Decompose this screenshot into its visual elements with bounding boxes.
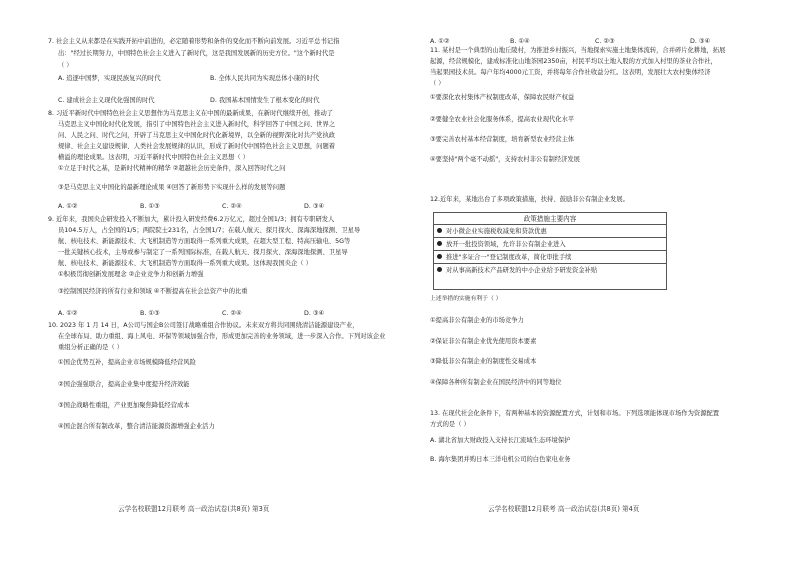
q7-option-b[interactable]: B. 全体人民共同为实现总体小康的时代 xyxy=(210,75,320,82)
policy-row-text: 推进"多证合一"登记制度改革，简化审批手续 xyxy=(446,254,572,261)
q9-statement-row-1: ①积极贯彻创新发展理念 ②企业竞争力和创新力增强 xyxy=(58,271,204,278)
q10-statement-1: ①国企优势互补，提高企业市场规模降低经营风险 xyxy=(58,359,196,366)
policy-row-text: 对从事高新技术产品研发的中小企业给予研发资金补贴 xyxy=(446,267,598,274)
q9-choice-c[interactable]: C. ②④ xyxy=(222,310,242,317)
bullet-dot-icon xyxy=(437,228,442,233)
page-footer: 云学名校联盟12月联考 高一政治试卷(共8页) 第4页 xyxy=(488,505,640,513)
q9-stem-line-2: 员104.5万人，占全国的1/5；两院院士231名，占全国1/7；在载人航天、探月探火、深海深地探测、卫星导 xyxy=(58,227,361,234)
q7-option-c[interactable]: C. 建成社会主义现代化强国的时代 xyxy=(58,97,155,104)
q8-stem-line-1: 8. 习近平新时代中国特色社会主义思想作为马克思主义在中国的最新成果，在新时代继续开创，推动了 xyxy=(48,110,334,117)
q12-statement-2: ②保证非公有制企业优先使用资本要素 xyxy=(430,338,537,345)
policy-row-4 xyxy=(434,264,666,277)
q12-statement-1: ①提高非公有制企业的市场竞争力 xyxy=(430,317,524,324)
policy-row-2 xyxy=(434,238,666,251)
q9-stem-line-5: 航、核电技术、新能源技术、大飞机制造等方面取得一系列重大成果。这体现我国央企（ ） xyxy=(58,260,312,267)
policy-row-text: 放开一批投资领域，允许非公有制企业进入 xyxy=(446,241,566,248)
q10-statement-3: ③国企战略性重组，产业更加聚焦降低经营成本 xyxy=(58,402,190,409)
q13-option-a[interactable]: A. 湖北省加大财政投入支持长江流域生态环境保护 xyxy=(430,437,571,444)
q8-stem-line-4: 规律、社会主义建设规律、人类社会发展规律的认识，形成了新时代中国特色社会主义思想，问题着 xyxy=(58,143,336,150)
q11-statement-3: ③要完善农村基本经营制度，培育新型农业经营主体 xyxy=(430,136,575,143)
q8-choice-c[interactable]: C. ②④ xyxy=(222,203,242,210)
q8-stem-line-5: 横溢的理论成果。这表明，习近平新时代中国特色社会主义思想（ ） xyxy=(58,154,249,161)
q8-choice-a[interactable]: A. ①② xyxy=(58,203,78,210)
policy-row-3 xyxy=(434,251,666,264)
q9-choice-b[interactable]: B. ①③ xyxy=(140,310,160,317)
q13-stem-line-2: 方式的是（ ） xyxy=(430,421,470,428)
q10-stem-line-1: 10. 2023 年 1 月 14 日，A公司与国企B公司签订战略重组合作协议。未来双方将共同围绕清洁能源建设产业， xyxy=(48,322,359,329)
q11-statement-4: ④要坚持"两个毫不动摇"，支持农村非公有制经济发展 xyxy=(430,156,580,163)
q11-stem-line-1: 11. 某村是一个典型的山地丘陵村，为推进乡村振兴，当地探索实施土地集体流转，合并碎片化耕地，拓展 xyxy=(430,47,726,54)
policy-row-1 xyxy=(434,225,666,238)
q11-stem-line-3: 当起果园技术员。每户年均4000元工资，并将每年合作社收益分红。这表明，发展壮大农村集体经济 xyxy=(430,69,711,76)
q8-statement-row-2: ③是马克思主义中国化的最新理论成果 ④回答了新形势下实现什么样的发展等问题 xyxy=(58,184,286,191)
q12-stem: 12.近年来，某地出台了多项政策措施，扶持、鼓励非公有制企业发展。 xyxy=(430,196,629,203)
page-footer: 云学名校联盟12月联考 高一政治试卷(共8页) 第3页 xyxy=(118,505,270,513)
q10-stem-line-3: 重组分析正确的是（ ） xyxy=(58,344,123,351)
q7-stem-line-1: 7. 社会主义从来都是在实践开拓中前进的，必定随着形势和条件的变化而不断向前发展。习近平总书记指 xyxy=(48,38,340,45)
q12-prompt: 上述举措的实施有利于（ ） xyxy=(430,296,502,302)
q11-stem-line-4: （ ） xyxy=(430,80,445,87)
q13-option-b[interactable]: B. 海尔集团并购日本三洋电机公司的白色家电业务 xyxy=(430,456,571,463)
q9-choice-a[interactable]: A. ①② xyxy=(58,310,78,317)
bullet-dot-icon xyxy=(437,254,442,259)
q11-statement-2: ②要健全农业社会化服务体系，提高农业现代化水平 xyxy=(430,116,575,123)
q10-statement-2: ②国企强强联合，提高企业集中度提升经济效能 xyxy=(58,381,190,388)
q10-choice-c[interactable]: C. ②③ xyxy=(595,38,615,45)
q12-statement-4: ④保障各种所有制企业在国民经济中的同等地位 xyxy=(430,379,562,386)
q11-statement-1: ①要深化农村集体产权制度改革，保障农民财产权益 xyxy=(430,94,575,101)
bullet-dot-icon xyxy=(437,267,442,272)
policy-row-text: 对小微企业实施税收减免和贷款优惠 xyxy=(446,228,547,235)
q10-stem-line-2: 在全球布局、助力重组、海上风电、环保等领域加强合作，形成更加完善的业务领域，进一步深入合作。下列对该企业 xyxy=(58,333,386,340)
policy-table-title: 政策措施主要内容 xyxy=(434,213,666,225)
policy-measures-table xyxy=(433,212,667,290)
q8-statement-row-1: ①立足于时代之基，是新时代精神的精华 ②超越社会历史条件，深入回答时代之问 xyxy=(58,165,286,172)
q8-stem-line-2: 马克思主义中国化时代化发展，指引了中国特色社会主义进入新时代，科学回答了中国之问、世界之 xyxy=(58,121,336,128)
q7-option-d[interactable]: D. 我国基本国情发生了根本变化的时代 xyxy=(210,97,320,104)
q7-option-a[interactable]: A. 追逐中国梦，实现民族复兴的时代 xyxy=(58,75,161,82)
q12-statement-3: ③降低非公有制企业的制度性交易成本 xyxy=(430,358,537,365)
q9-choice-d[interactable]: D. ③④ xyxy=(304,310,325,317)
q10-choice-b[interactable]: B. ①④ xyxy=(510,38,530,45)
q8-choice-b[interactable]: B. ①③ xyxy=(140,203,160,210)
q9-stem-line-4: 一批关键核心技术，主导或参与制定了一系列国际标准，在载人航天、探月探火、深海深地探测、卫星导 xyxy=(58,249,348,256)
q11-stem-line-2: 起源，经营规模化，建成标准化山地茶园2350亩，村民平均以土地入股的方式加入村里的茶业合作社， xyxy=(430,58,717,65)
q7-stem-line-3: （ ） xyxy=(58,62,73,69)
q8-choice-d[interactable]: D. ③④ xyxy=(304,203,325,210)
exam-page-4 xyxy=(400,0,794,561)
q10-statement-4: ④国企混合所有制改革，整合清洁能源资源增强企业活力 xyxy=(58,423,215,430)
q7-stem-line-2: 出："经过长期努力，中国特色社会主义进入了新时代，这是我国发展新的历史方位。"这个新时代是 xyxy=(58,50,335,57)
q10-choice-a[interactable]: A. ①② xyxy=(430,38,450,45)
q9-statement-row-2: ③控制国民经济的所有行业和领域 ④不断提高在社会总资产中的比重 xyxy=(58,288,248,295)
q13-stem-line-1: 13. 在现代社会化条件下，有两种基本的资源配置方式，计划和市场。下列选项能体现市场作为资源配置 xyxy=(430,410,720,417)
q9-stem-line-3: 航、核电技术、新能源技术、大飞机制造等方面取得一系列重大成果，在超大型工程、特高压输电、5G等 xyxy=(58,238,351,245)
bullet-dot-icon xyxy=(437,241,442,246)
q9-stem-line-1: 9. 近年来，我国央企研发投入不断加大，累计投入研发经费6.2万亿元，超过全国1/3；拥有专职研发人 xyxy=(48,216,335,223)
q10-choice-d[interactable]: D. ③④ xyxy=(690,38,711,45)
q8-stem-line-3: 问、人民之问、时代之问，开辟了马克思主义中国化时代化新境界，以全新的视野深化对共产党执政 xyxy=(58,132,336,139)
